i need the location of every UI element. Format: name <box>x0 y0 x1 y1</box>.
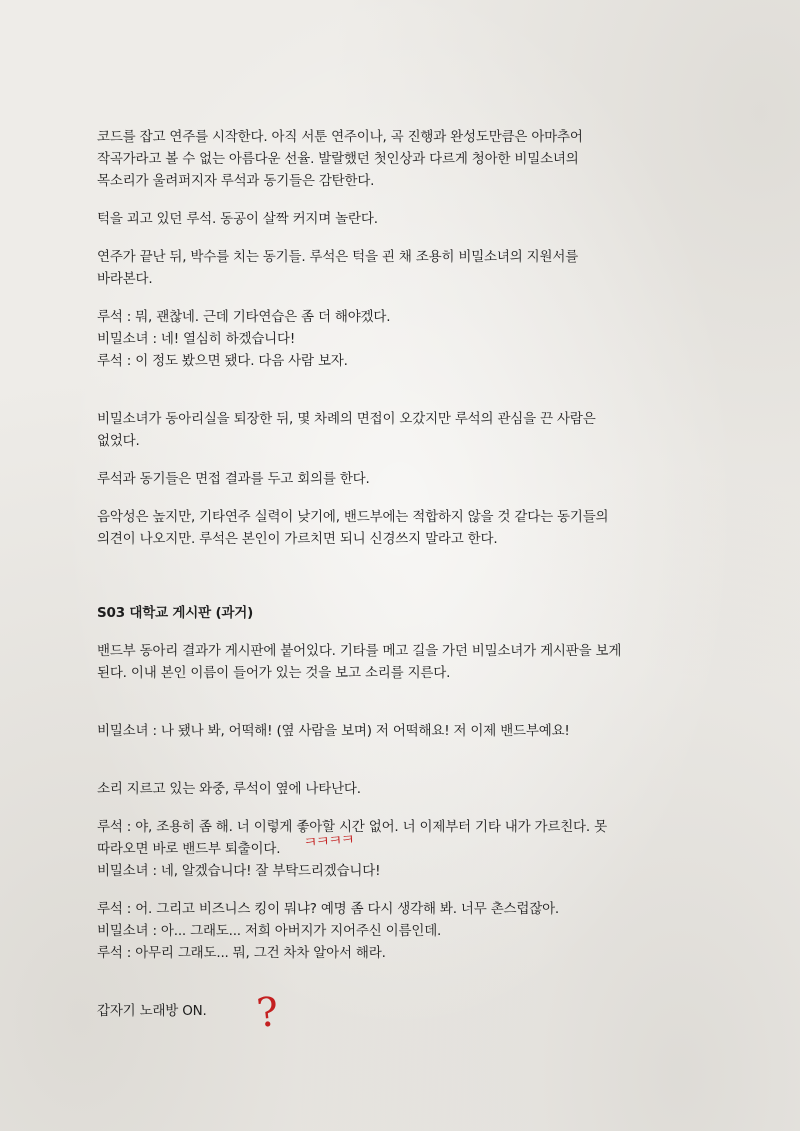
action-paragraph: 밴드부 동아리 결과가 게시판에 붙어있다. 기타를 메고 길을 가던 비밀소녀가 게시판을 보게 된다. 이내 본인 이름이 들어가 있는 것을 보고 소리를 지른다. <box>97 643 622 681</box>
action-paragraph: 연주가 끝난 뒤, 박수를 치는 동기들. 루석은 턱을 괸 채 조용히 비밀소녀의 지원서를 바라본다. <box>97 249 579 287</box>
handwritten-laugh-mark: ㅋㅋㅋㅋ <box>302 830 354 852</box>
handwritten-question-mark: ? <box>254 989 281 1037</box>
action-paragraph: 비밀소녀가 동아리실을 퇴장한 뒤, 몇 차례의 면접이 오갔지만 루석의 관심을 끈 사람은 없었다. <box>97 411 596 449</box>
action-paragraph: 턱을 괴고 있던 루석. 동공이 살짝 커지며 놀란다. <box>97 211 378 227</box>
action-paragraph: 갑자기 노래방 ON. <box>97 1003 207 1019</box>
dialogue-block: 루석 : 뭐, 괜찮네. 근데 기타연습은 좀 더 해야겠다. 비밀소녀 : 네! 열심히 하겠습니다! 루석 : 이 정도 봤으면 됐다. 다음 사람 보자. <box>97 309 391 369</box>
scene-heading: S03 대학교 게시판 (과거) <box>97 605 254 621</box>
action-paragraph: 코드를 잡고 연주를 시작한다. 아직 서툰 연주이나, 곡 진행과 완성도만큼은 아마추어 작곡가라고 볼 수 없는 아름다운 선율. 발랄했던 첫인상과 다르게 청아한 비밀소녀의 목소리가 울려퍼지자 루석과 동기들은 감탄한다. <box>97 129 583 189</box>
action-paragraph: 소리 지르고 있는 와중, 루석이 옆에 나타난다. <box>97 781 361 797</box>
dialogue-block: 루석 : 야, 조용히 좀 해. 너 이렇게 좋아할 시간 없어. 너 이제부터 기타 내가 가르친다. 못 따라오면 바로 밴드부 퇴출이다. 비밀소녀 : 네, 알겠습니다! 잘 부탁드리겠습니다! <box>97 819 607 879</box>
action-paragraph: 루석과 동기들은 면접 결과를 두고 회의를 한다. <box>97 471 370 487</box>
dialogue-block: 비밀소녀 : 나 됐나 봐, 어떡해! (옆 사람을 보며) 저 어떡해요! 저 이제 밴드부예요! <box>97 723 570 739</box>
dialogue-block: 루석 : 어. 그리고 비즈니스 킹이 뭐냐? 예명 좀 다시 생각해 봐. 너무 촌스럽잖아. 비밀소녀 : 아... 그래도... 저희 아버지가 지어주신 이름인데. 루석 : 아무리 그래도... 뭐, 그건 차차 알아서 해라. <box>97 901 560 961</box>
action-paragraph: 음악성은 높지만, 기타연주 실력이 낮기에, 밴드부에는 적합하지 않을 것 같다는 동기들의 의견이 나오지만. 루석은 본인이 가르치면 되니 신경쓰지 말라고 한다. <box>97 509 609 547</box>
script-page <box>97 126 717 1022</box>
